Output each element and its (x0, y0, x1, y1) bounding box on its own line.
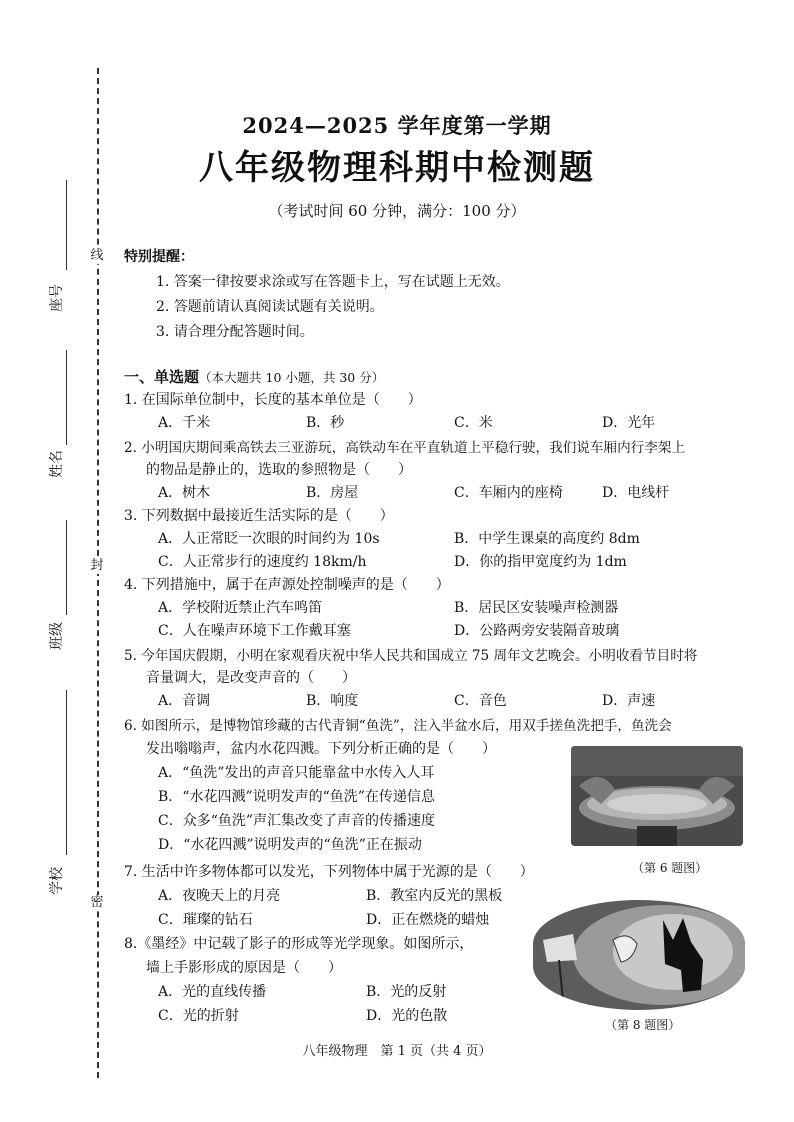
option-b[interactable]: B．居民区安装噪声检测器 (454, 600, 619, 616)
name-write-line[interactable] (66, 350, 67, 445)
option-b[interactable]: B．秒 (306, 415, 345, 431)
seal-char-mi: 密 (88, 895, 106, 911)
option-c[interactable]: C．众多“鱼洗”声汇集改变了声音的传播速度 (158, 813, 436, 829)
notice-item: 3. 请合理分配答题时间。 (156, 324, 314, 340)
option-a[interactable]: A．音调 (158, 693, 211, 709)
option-a[interactable]: A．千米 (158, 415, 211, 431)
notice-item: 1. 答案一律按要求涂或写在答题卡上，写在试题上无效。 (156, 274, 510, 290)
option-c[interactable]: C．人在噪声环境下工作戴耳塞 (158, 623, 351, 639)
figure-8-caption: （第 8 题图） (605, 1018, 681, 1032)
option-d[interactable]: D．光年 (602, 415, 656, 431)
notice-item: 2. 答题前请认真阅读试题有关说明。 (156, 299, 384, 315)
question-stem: 3. 下列数据中最接近生活实际的是（ ） (124, 508, 394, 524)
section-heading (124, 366, 384, 387)
exam-term: 2024—2025 学年度第一学期 (242, 113, 552, 138)
option-d[interactable]: D．“水花四溅”说明发声的“鱼洗”正在振动 (158, 837, 422, 853)
question-stem: 2. 小明国庆期间乘高铁去三亚游玩，高铁动车在平直轨道上平稳行驶，我们说车厢内行李架上 (124, 440, 686, 456)
figure-fish-basin (571, 746, 743, 846)
hand-shadow-illustration (533, 900, 745, 1010)
option-a[interactable]: A．光的直线传播 (158, 984, 267, 1000)
option-b[interactable]: B．中学生课桌的高度约 8dm (454, 531, 640, 547)
class-write-line[interactable] (66, 520, 67, 615)
option-a[interactable]: A．学校附近禁止汽车鸣笛 (158, 600, 323, 616)
option-c[interactable]: C．车厢内的座椅 (454, 485, 563, 501)
section-title: 一、单选题 (124, 368, 200, 386)
option-b[interactable]: B．“水花四溅”说明发声的“鱼洗”在传递信息 (158, 789, 435, 805)
page-footer: 八年级物理 第 1 页（共 4 页） (302, 1044, 492, 1059)
question-stem-cont: 发出嗡嗡声，盆内水花四溅。下列分析正确的是（ ） (146, 741, 496, 757)
exam-info: （考试时间 60 分钟，满分：100 分） (268, 202, 526, 220)
option-b[interactable]: B．光的反射 (366, 984, 447, 1000)
option-b[interactable]: B．房屋 (306, 485, 359, 501)
question-stem-cont: 的物品是静止的，选取的参照物是（ ） (146, 462, 412, 478)
option-c[interactable]: C．人正常步行的速度约 18km/h (158, 554, 367, 570)
school-write-line[interactable] (66, 690, 67, 855)
option-a[interactable]: A．夜晚天上的月亮 (158, 888, 281, 904)
question-stem: 4. 下列措施中，属于在声源处控制噪声的是（ ） (124, 577, 450, 593)
question-stem: 8.《墨经》中记载了影子的形成等光学现象。如图所示， (124, 936, 474, 952)
question-stem: 6. 如图所示，是博物馆珍藏的古代青铜“鱼洗”，注入半盆水后，用双手搓鱼洗把手，鱼洗会 (124, 718, 672, 734)
option-d[interactable]: D．公路两旁安装隔音玻璃 (454, 623, 620, 639)
question-stem: 7. 生活中许多物体都可以发光，下列物体中属于光源的是（ ） (124, 864, 534, 880)
figure-6-caption: （第 6 题图） (632, 861, 708, 875)
notice-heading: 特别提醒： (124, 249, 194, 265)
option-c[interactable]: C．音色 (454, 693, 507, 709)
question-stem-cont: 墙上手影形成的原因是（ ） (146, 960, 342, 976)
option-d[interactable]: D．声速 (602, 693, 656, 709)
seat-write-line[interactable] (66, 180, 67, 270)
option-d[interactable]: D．光的色散 (366, 1008, 448, 1024)
option-d[interactable]: D．电线杆 (602, 485, 670, 501)
option-a[interactable]: A．树木 (158, 485, 211, 501)
option-a[interactable]: A．“鱼洗”发出的声音只能靠盆中水传入人耳 (158, 765, 435, 781)
side-label-school: 学校 (49, 867, 65, 895)
option-d[interactable]: D．你的指甲宽度约为 1dm (454, 554, 627, 570)
page-title: 八年级物理科期中检测题 (199, 148, 595, 188)
side-label-class: 班级 (49, 622, 65, 650)
option-b[interactable]: B．响度 (306, 693, 359, 709)
figure-hand-shadow (533, 900, 745, 1010)
option-c[interactable]: C．光的折射 (158, 1008, 239, 1024)
seal-char-xian: 线 (88, 248, 106, 264)
section-info: （本大题共 10 小题，共 30 分） (199, 370, 385, 385)
fish-basin-illustration (571, 746, 743, 846)
side-label-name: 姓名 (49, 450, 65, 478)
question-stem: 1. 在国际单位制中，长度的基本单位是（ ） (124, 392, 422, 408)
option-b[interactable]: B．教室内反光的黑板 (366, 888, 503, 904)
question-stem-cont: 音量调大，是改变声音的（ ） (146, 670, 356, 686)
option-c[interactable]: C．米 (454, 415, 493, 431)
option-c[interactable]: C．璀璨的钻石 (158, 912, 253, 928)
side-label-seat: 座号 (49, 284, 65, 312)
option-a[interactable]: A．人正常眨一次眼的时间约为 10s (158, 531, 380, 547)
seal-char-feng: 封 (88, 558, 106, 574)
question-stem: 5. 今年国庆假期，小明在家观看庆祝中华人民共和国成立 75 周年文艺晚会。小明收看节目时将 (124, 648, 698, 664)
option-d[interactable]: D．正在燃烧的蜡烛 (366, 912, 490, 928)
